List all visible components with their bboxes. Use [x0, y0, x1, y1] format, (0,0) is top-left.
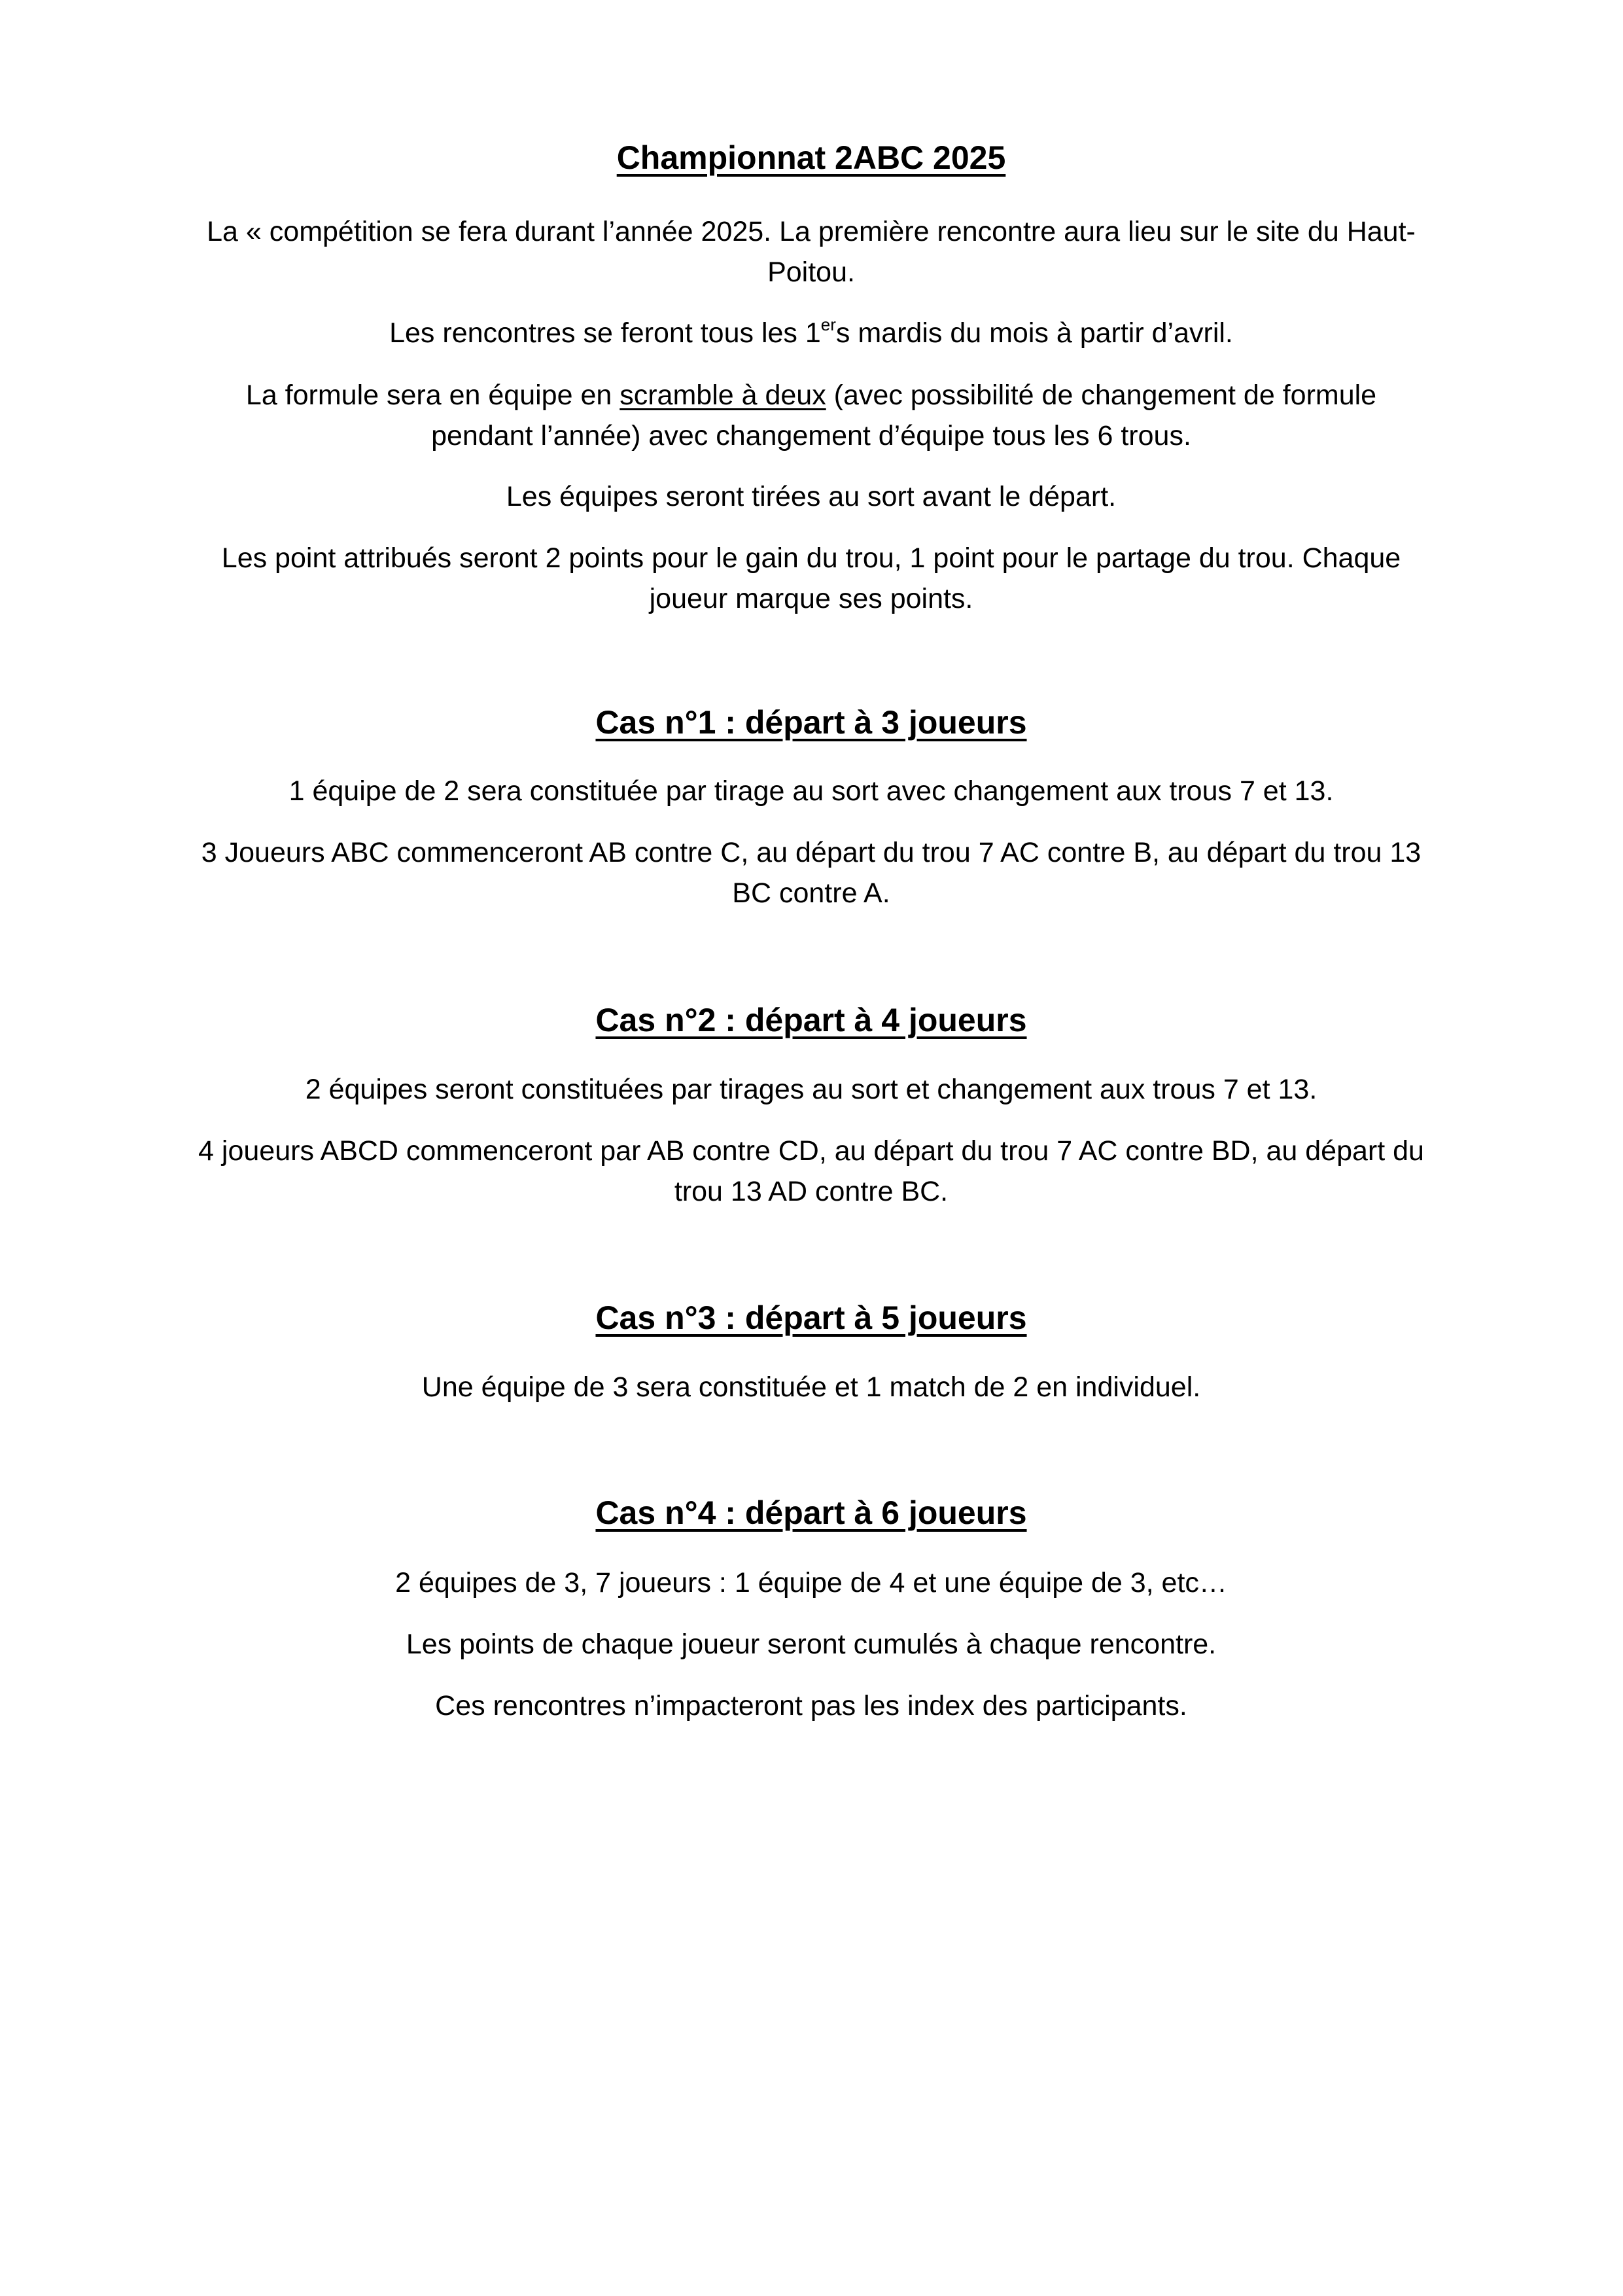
intro-paragraph-1: La « compétition se fera durant l’année 2025. La première rencontre aura lieu sur le site du Haut-Poitou. — [207, 216, 1416, 288]
case-4-paragraph-2: Les points de chaque joueur seront cumulés à chaque rencontre. — [406, 1629, 1217, 1660]
case-1-paragraph-2: 3 Joueurs ABC commenceront AB contre C, au départ du trou 7 AC contre B, au départ du trou 13 BC contre A. — [201, 837, 1422, 909]
case-3-paragraph-1: Une équipe de 3 sera constituée et 1 match de 2 en individuel. — [421, 1371, 1201, 1403]
case-3-heading: Cas n°3 : départ à 5 joueurs — [595, 1299, 1027, 1336]
case-4-paragraph-1: 2 équipes de 3, 7 joueurs : 1 équipe de 4 et une équipe de 3, etc… — [395, 1567, 1227, 1598]
intro-paragraph-2-text: Les rencontres se feront tous les 1 — [389, 317, 821, 349]
intro-paragraph-2 — [196, 313, 1426, 353]
intro-paragraph-3-text: La formule sera en équipe en — [245, 380, 620, 411]
case-2-heading: Cas n°2 : départ à 4 joueurs — [595, 1002, 1027, 1038]
intro-paragraph-3 — [196, 375, 1426, 456]
scramble-underlined-term: scramble à deux — [620, 380, 826, 411]
case-2-paragraph-2: 4 joueurs ABCD commenceront par AB contre CD, au départ du trou 7 AC contre BD, au départ du trou 13 AD contre BC. — [198, 1135, 1424, 1207]
case-4-heading: Cas n°4 : départ à 6 joueurs — [595, 1494, 1027, 1531]
case-1-paragraph-1: 1 équipe de 2 sera constituée par tirage au sort avec changement aux trous 7 et 13. — [288, 775, 1334, 807]
case-4-paragraph-3: Ces rencontres n’impacteront pas les index des participants. — [435, 1690, 1187, 1722]
intro-paragraph-4: Les équipes seront tirées au sort avant le départ. — [506, 481, 1117, 512]
ordinal-superscript: er — [820, 315, 836, 334]
intro-paragraph-3-text-end: (avec possibilité de changement de formule pendant l’année) avec changement d’équipe tous les 6 trous. — [431, 380, 1377, 451]
document-title: Championnat 2ABC 2025 — [616, 139, 1006, 176]
intro-paragraph-2-text-end: s mardis du mois à partir d’avril. — [835, 317, 1233, 349]
case-1-heading: Cas n°1 : départ à 3 joueurs — [595, 704, 1027, 741]
intro-paragraph-5: Les point attribués seront 2 points pour le gain du trou, 1 point pour le partage du trou. Chaque joueur marque ses points. — [221, 542, 1401, 614]
case-2-paragraph-1: 2 équipes seront constituées par tirages au sort et changement aux trous 7 et 13. — [305, 1074, 1318, 1105]
